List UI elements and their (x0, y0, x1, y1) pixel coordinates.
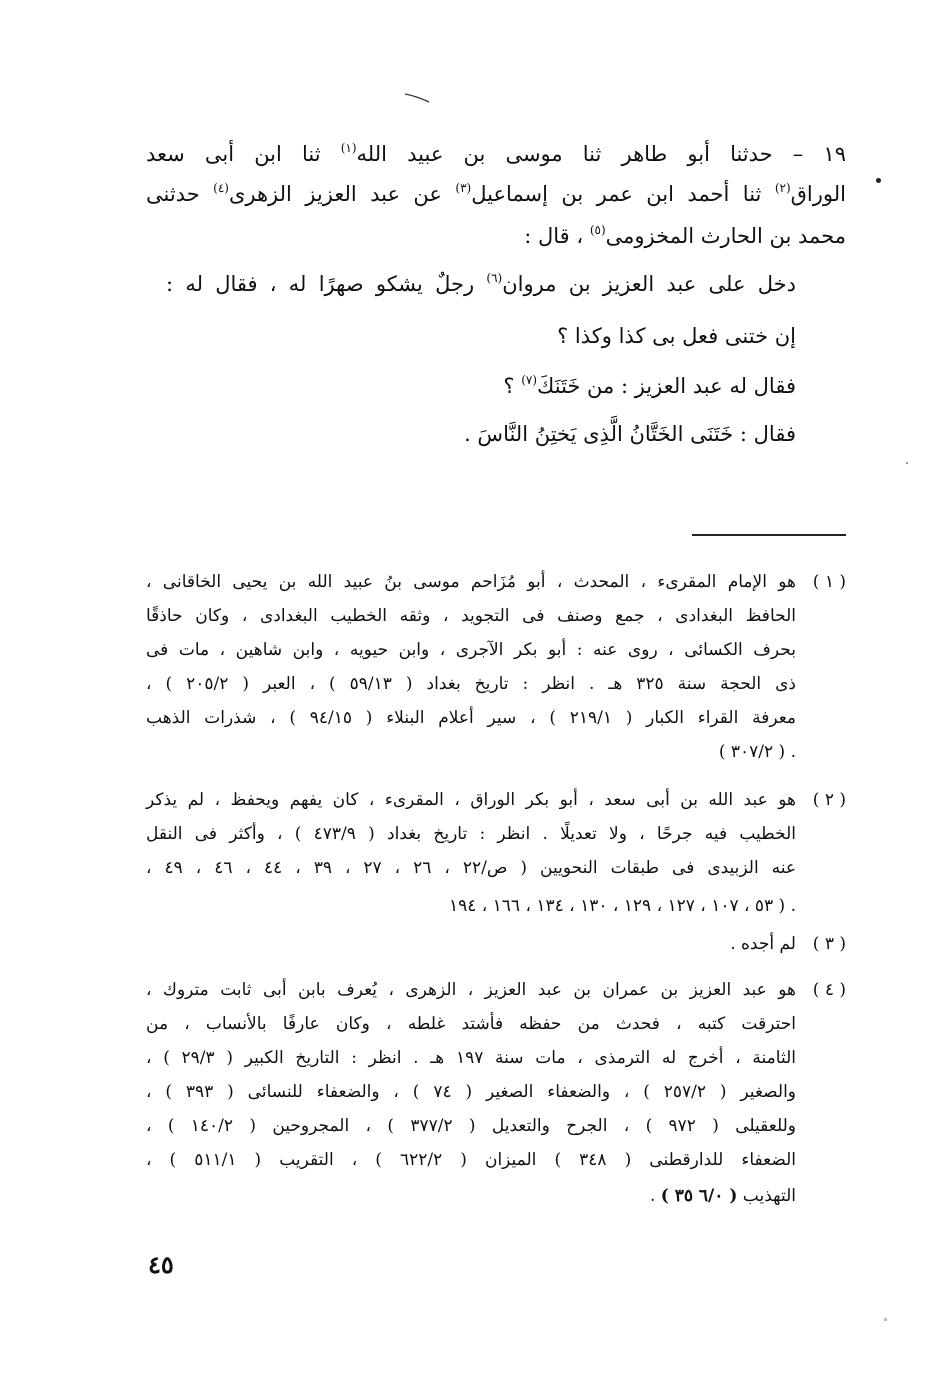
footnote-4-line: الثامنة ، أخرج له الترمذى ، مات سنة ١٩٧ هـ . انظر : التاريخ الكبير ( ٢٩/٣ ) ، (146, 1048, 796, 1068)
footnote-number: ( ١ ) (812, 572, 846, 592)
footnote-ref-4: (٤) (213, 181, 229, 195)
footnote-4-line: التهذيب ( ٦/٠ ٣٥ ) . (649, 1186, 796, 1206)
hadith-line-4: دخل على عبد العزيز بن مروان$^{(٦)}$ رجلٌ يشكو صهرًا له ، فقال له : (166, 271, 796, 296)
footnote-1-line: ذى الحجة سنة ٣٢٥ هـ . انظر : تاريخ بغداد ( ٥٩/١٣ ) ، العبر ( ٢٠٥/٢ ) ، (146, 674, 796, 694)
footnote-4-line: الضعفاء للدارقطنى ( ٣٤٨ ) الميزان ( ٦٢٢/٢ ) ، التقريب ( ٥١١/١ ) ، (146, 1150, 796, 1170)
footnote-2-line: الخطيب فيه جرحًا ، ولا تعديلًا . انظر : تاريخ بغداد ( ٤٧٣/٩ ) ، وأكثر فى النقل (146, 824, 796, 844)
footnote-1-line: بحرف الكسائى ، روى عنه : أبو بكر الآجرى ، وابن حيويه ، وابن شاهين ، مات فى (146, 640, 796, 660)
footnote-1-line: هو الإمام المقرىء ، المحدث ، أبو مُزَاحم موسى بنُ عبيد الله بن يحيى الخاقانى ، (146, 572, 796, 592)
footnote-ref-5: (٥) (589, 223, 606, 237)
footnote-1-line: ( ٣٠٧/٢ ) . (718, 742, 796, 762)
footnote-4-line: هو عبد العزيز بن عمران بن عبد العزيز ، الزهرى ، يُعرف بابن أبى ثابت متروك ، (146, 980, 796, 1000)
scan-mark (404, 92, 430, 104)
hadith-line-2: الوراق$^{(٢)}$ ثنا أحمد ابن عمر بن إسماعيل$^{(٣)}$ عن عبد العزيز الزهرى$^{(٤)}$ حدثنى (146, 181, 846, 206)
hadith-line-5: إن ختنى فعل بى كذا وكذا ؟ (557, 324, 796, 348)
footnote-4-line: احترقت كتبه ، فحدث من حفظه فأشتد غلطه ، وكان عارفًا بالأنساب ، من (146, 1014, 796, 1034)
footnote-separator (692, 534, 846, 536)
footnote-ref-3: (٣) (455, 181, 472, 195)
hadith-line-1: ١٩ – حدثنا أبو طاهر ثنا موسى بن عبيد الله$^{(١)}$ ثنا ابن أبى سعد (146, 141, 846, 166)
footnote-3-line: لم أجده . (730, 934, 796, 954)
footnote-4-line: وللعقيلى ( ٩٧٢ ) ، الجرح والتعديل ( ٣٧٧/٢ ) ، المجروحين ( ١٤٠/٢ ) ، (146, 1116, 796, 1136)
hadith-line-7: فقال : خَتَنَى الخَتَّانُ الَّذِى يَختِنُ النَّاسَ . (464, 422, 796, 446)
footnote-2-line: هو عبد الله بن أبى سعد ، أبو بكر الوراق ، المقرىء ، كان يفهم ويحفظ ، لم يذكر (146, 790, 796, 810)
footnote-number: ( ٤ ) (812, 980, 846, 1000)
footnote-2-line: عنه الزبيدى فى طبقات النحويين ( ص/٢٢ ، ٢٦ ، ٢٧ ، ٣٩ ، ٤٤ ، ٤٦ ، ٤٩ ، (146, 858, 797, 878)
scan-dot (884, 1318, 887, 1321)
footnote-ref-6: (٦) (486, 271, 503, 285)
footnote-number: ( ٢ ) (812, 790, 846, 810)
page-number: ٤٥ (148, 1250, 174, 1279)
scan-dot (876, 178, 881, 183)
footnote-2-line: ٥٣ ، ١٠٧ ، ١٢٧ ، ١٢٩ ، ١٣٠ ، ١٣٤ ، ١٦٦ ، ١٩٤ ) . (448, 896, 796, 916)
footnote-ref-7: (٧) (521, 373, 538, 387)
footnote-ref-2: (٢) (774, 181, 791, 195)
footnote-ref-1: (١) (340, 141, 357, 155)
scan-dot (906, 462, 908, 464)
footnote-1-line: الحافظ البغدادى ، جمع وصنف فى التجويد ، وثقه الخطيب البغدادى ، وكان حاذقًا (146, 606, 796, 626)
hadith-line-6: فقال له عبد العزيز : من خَتَنَكَ$^{(٧)}$ ؟ (503, 373, 796, 398)
footnote-number: ( ٣ ) (812, 934, 846, 954)
hadith-line-3: محمد بن الحارث المخزومى$^{(٥)}$ ، قال : (524, 223, 846, 248)
footnote-1-line: معرفة القراء الكبار ( ٢١٩/١ ) ، سير أعلام البنلاء ( ٩٤/١٥ ) ، شذرات الذهب (146, 708, 797, 728)
footnote-4-line: والصغير ( ٢٥٧/٢ ) ، والضعفاء الصغير ( ٧٤ ) ، والضعفاء للنسائى ( ٣٩٣ ) ، (146, 1082, 796, 1102)
